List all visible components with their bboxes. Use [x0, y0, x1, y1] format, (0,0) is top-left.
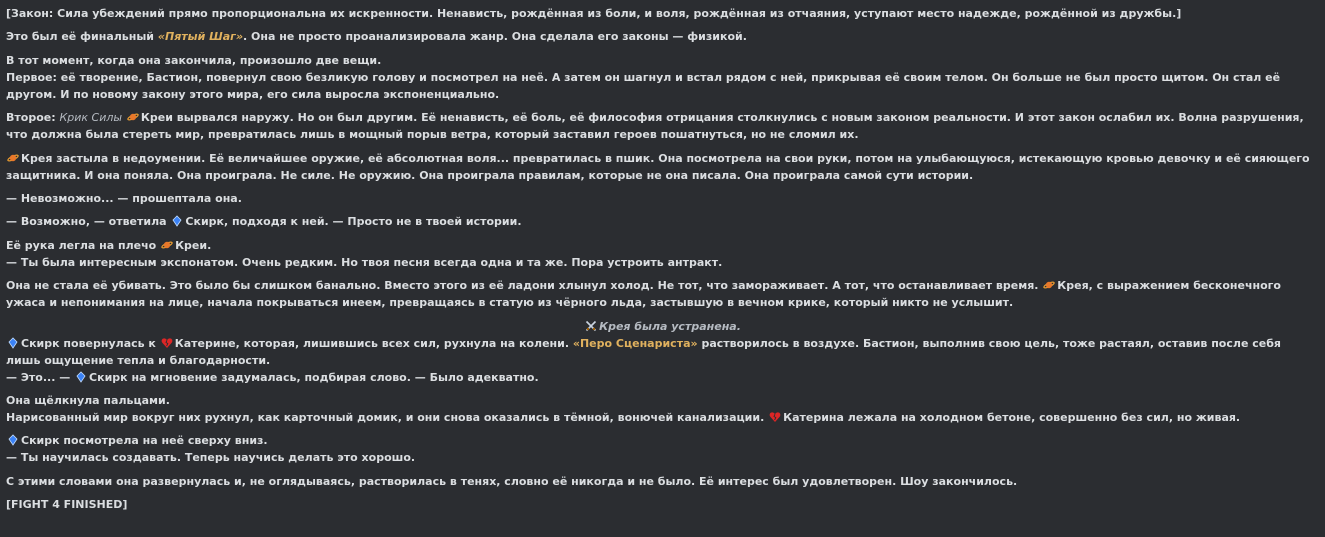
text: — Ты была интересным экспонатом. Очень редким. Но твоя песня всегда одна и та же. Пора устроить антракт. — [6, 255, 723, 269]
text: Катерине, которая, лишившись всех сил, рухнула на колени. — [174, 336, 573, 350]
text: Скирк на мгновение задумалась, подбирая слово. — Было адекватно. — [89, 370, 539, 384]
cry-of-power-highlight: Крик Силы — [59, 111, 123, 125]
text: Она щёлкнула пальцами. — [6, 393, 170, 407]
text: Она не стала её убивать. Это было бы слишком банально. Вместо этого из её ладони хлынул холод. Не тот, что замораживает. А тот, что останавливает время. — [6, 279, 1043, 293]
text: Крея застыла в недоумении. Её величайшее оружие, её абсолютная воля... превратилась в пшик. Она посмотрела на свои руки, потом на улыбающуюся, истекающую кровью девочку и её сияющего защитника. И она поняла. Она проиграла. Не силе. Не оружию. Она проиграла правилам, которые не она писала. Она проиграла самой сути истории. — [6, 151, 1310, 182]
paragraph-hand — [6, 237, 1319, 271]
line — [6, 409, 1319, 426]
text: Скирк посмотрела на неё сверху вниз. — [21, 434, 268, 448]
text: Это был её финальный — [6, 30, 158, 44]
broken-heart-icon — [769, 411, 781, 423]
text: . Она не просто проанализировала жанр. Она сделала его законы — физикой. — [243, 30, 747, 44]
text: — Ты научилась создавать. Теперь научись делать это хорошо. — [6, 451, 416, 465]
paragraph-confusion — [6, 150, 1319, 184]
paragraph-two-things — [6, 52, 1319, 103]
text: Скирк, подходя к ней. — Просто не в твоей истории. — [185, 215, 522, 229]
blue-gem-icon — [171, 215, 183, 227]
paragraph-ending — [6, 473, 1319, 490]
text: — Это... — — [6, 370, 75, 384]
text: В тот момент, когда она закончила, произошло две вещи. — [6, 53, 382, 67]
line — [6, 335, 1319, 369]
fifth-step-highlight: «Пятый Шаг» — [157, 30, 244, 44]
crossed-swords-icon — [585, 320, 597, 332]
text: Её рука легла на плечо — [6, 238, 161, 252]
text: Катерина лежала на холодном бетоне, совершенно без сил, но живая. — [783, 410, 1241, 424]
ringed-planet-icon — [1043, 279, 1055, 291]
eliminated-line — [6, 318, 1319, 335]
paragraph-impossible — [6, 190, 1319, 207]
eliminated-text: Крея была устранена. — [599, 319, 741, 333]
ringed-planet-icon — [7, 152, 19, 164]
ringed-planet-icon — [161, 239, 173, 251]
paragraph-snap — [6, 392, 1319, 426]
text: растворилось в воздухе. Бастион, выполнив свою цель, тоже растаял, оставив после себя лишь ощущение тепла и благодарности. — [6, 336, 1281, 367]
text: — Возможно, — ответила — [6, 215, 171, 229]
text: — Невозможно... — прошептала она. — [6, 191, 242, 205]
blue-gem-icon — [75, 371, 87, 383]
text: Крея, с выражением бесконечного ужаса и непонимания на лице, начала покрываться инеем, превращаясь в статую из чёрного льда, застывшую в вечном крике, который никто не услышит. — [6, 279, 1281, 310]
text: С этими словами она развернулась и, не оглядываясь, растворилась в тенях, словно её никогда и не было. Её интерес был удовлетворен. Шоу закончилось. — [6, 474, 1018, 488]
fight-finished-footer — [6, 496, 1319, 513]
paragraph-look — [6, 432, 1319, 466]
blue-gem-icon — [7, 337, 19, 349]
paragraph-freeze — [6, 277, 1319, 311]
text: Креи. — [175, 238, 212, 252]
text: Второе: — [6, 111, 60, 125]
line — [6, 369, 1319, 386]
blue-gem-icon — [7, 434, 19, 446]
footer-text: [FIGHT 4 FINISHED] — [6, 498, 128, 512]
paragraph-possible — [6, 213, 1319, 230]
text: Первое: её творение, Бастион, повернул свою безликую голову и посмотрел на неё. А затем он шагнул и встал рядом с ней, прикрывая её своим телом. Он больше не был просто щитом. Он стал её другом. И по новому закону этого мира, его сила выросла экспоненциально. — [6, 70, 1281, 101]
broken-heart-icon — [161, 337, 173, 349]
line — [6, 237, 1319, 254]
text: Скирк повернулась к — [21, 336, 160, 350]
law-text: [Закон: Сила убеждений прямо пропорциональна их искренности. Ненависть, рождённая из боли, и воля, рождённая из отчаяния, уступают место надежде, рождённой из дружбы.] — [6, 7, 1182, 20]
paragraph-turn — [6, 335, 1319, 386]
text: Нарисованный мир вокруг них рухнул, как карточный домик, и они снова оказались в тёмной, вонючей канализации. — [6, 410, 769, 424]
law-paragraph — [6, 5, 1319, 22]
line — [6, 432, 1319, 449]
ringed-planet-icon — [127, 111, 139, 123]
paragraph-second — [6, 109, 1319, 143]
paragraph-final-step — [6, 28, 1319, 45]
screenwriter-pen-highlight: «Перо Сценариста» — [572, 336, 698, 350]
text: Креи вырвался наружу. Но он был другим. Её ненависть, её боль, её философия отрицания столкнулись с новым законом реальности. И этот закон ослабил их. Волна разрушения, что должна была стереть мир, превратилась лишь в мощный порыв ветра, который заставил героев пошатнуться, но не сломил их. — [6, 111, 1304, 142]
